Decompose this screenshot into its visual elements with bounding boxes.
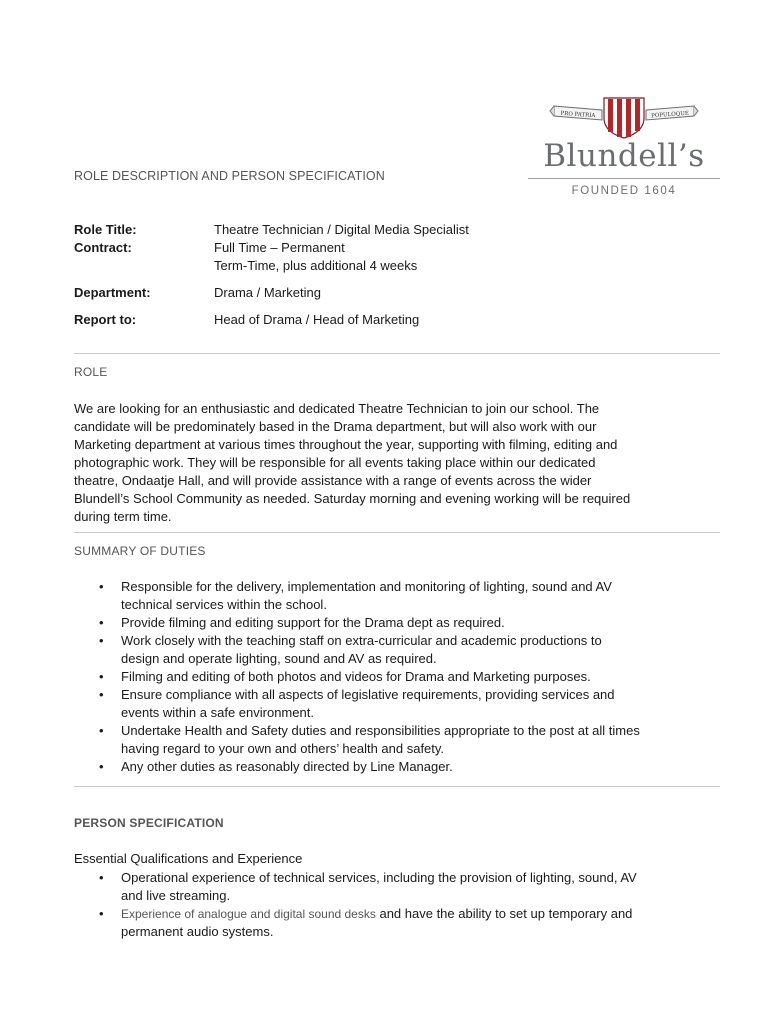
detail-label: Role Title: [74, 222, 137, 237]
detail-value: Full Time – Permanent [214, 240, 345, 255]
role-line: photographic work. They will be responsible for all events taking place within our dedicated [74, 455, 596, 470]
divider [74, 786, 720, 787]
duties-heading: SUMMARY OF DUTIES [74, 544, 206, 558]
list-item: • Responsible for the delivery, implementation and monitoring of lighting, sound and AV technical services within the school. [99, 579, 612, 612]
duties-list [74, 578, 714, 776]
list-item: • Undertake Health and Safety duties and responsibilities appropriate to the post at all times having regard to your own and others’ health and safety. [99, 723, 640, 756]
list-item: • Operational experience of technical services, including the provision of lighting, sound, AV and live streaming. [99, 870, 637, 903]
qualifications-list [74, 869, 714, 941]
detail-value: Theatre Technician / Digital Media Specialist [214, 222, 469, 237]
role-line: theatre, Ondaatje Hall, and will provide assistance with a range of events across the wider [74, 473, 592, 488]
crest-icon [524, 94, 724, 142]
document-title: ROLE DESCRIPTION AND PERSON SPECIFICATION [74, 169, 385, 183]
role-line: candidate will be predominately based in the Drama department, but will also work with our [74, 419, 597, 434]
logo-founded: FOUNDED 1604 [571, 185, 677, 197]
detail-label: Department: [74, 285, 151, 300]
logo-wordmark: Blundell’s [543, 138, 705, 174]
divider [74, 532, 720, 533]
role-line: We are looking for an enthusiastic and dedicated Theatre Technician to join our school. The [74, 401, 600, 416]
detail-value: Head of Drama / Head of Marketing [214, 312, 420, 327]
detail-value: Drama / Marketing [214, 285, 321, 300]
qualifications-subheading: Essential Qualifications and Experience [74, 851, 303, 866]
detail-label: Contract: [74, 240, 132, 255]
list-item: • Experience of analogue and digital sound desks and have the ability to set up temporary and permanent audio systems. [99, 906, 633, 939]
list-item: • Ensure compliance with all aspects of legislative requirements, providing services and events within a safe environment. [99, 687, 615, 720]
role-line: Blundell’s School Community as needed. Saturday morning and evening working will be required [74, 491, 631, 506]
list-item: • Work closely with the teaching staff on extra-curricular and academic productions to design and operate lighting, sound and AV as required. [99, 633, 602, 666]
svg-text:PRO PATRIA: PRO PATRIA [560, 110, 596, 120]
role-description [74, 400, 714, 526]
svg-text:POPULOQUE: POPULOQUE [651, 110, 690, 120]
role-heading: ROLE [74, 365, 108, 379]
role-line: Marketing department at various times throughout the year, supporting with filming, editing and [74, 437, 618, 452]
list-item: • Provide filming and editing support for the Drama dept as required. [99, 615, 505, 630]
detail-label: Report to: [74, 312, 137, 327]
logo-divider [528, 178, 720, 179]
divider [74, 353, 720, 354]
detail-value: Term-Time, plus additional 4 weeks [214, 258, 418, 273]
school-logo [524, 94, 724, 206]
person-spec-heading: PERSON SPECIFICATION [74, 816, 224, 830]
list-item: • Any other duties as reasonably directed by Line Manager. [99, 759, 453, 774]
role-line: during term time. [74, 509, 172, 524]
list-item: • Filming and editing of both photos and videos for Drama and Marketing purposes. [99, 669, 591, 684]
